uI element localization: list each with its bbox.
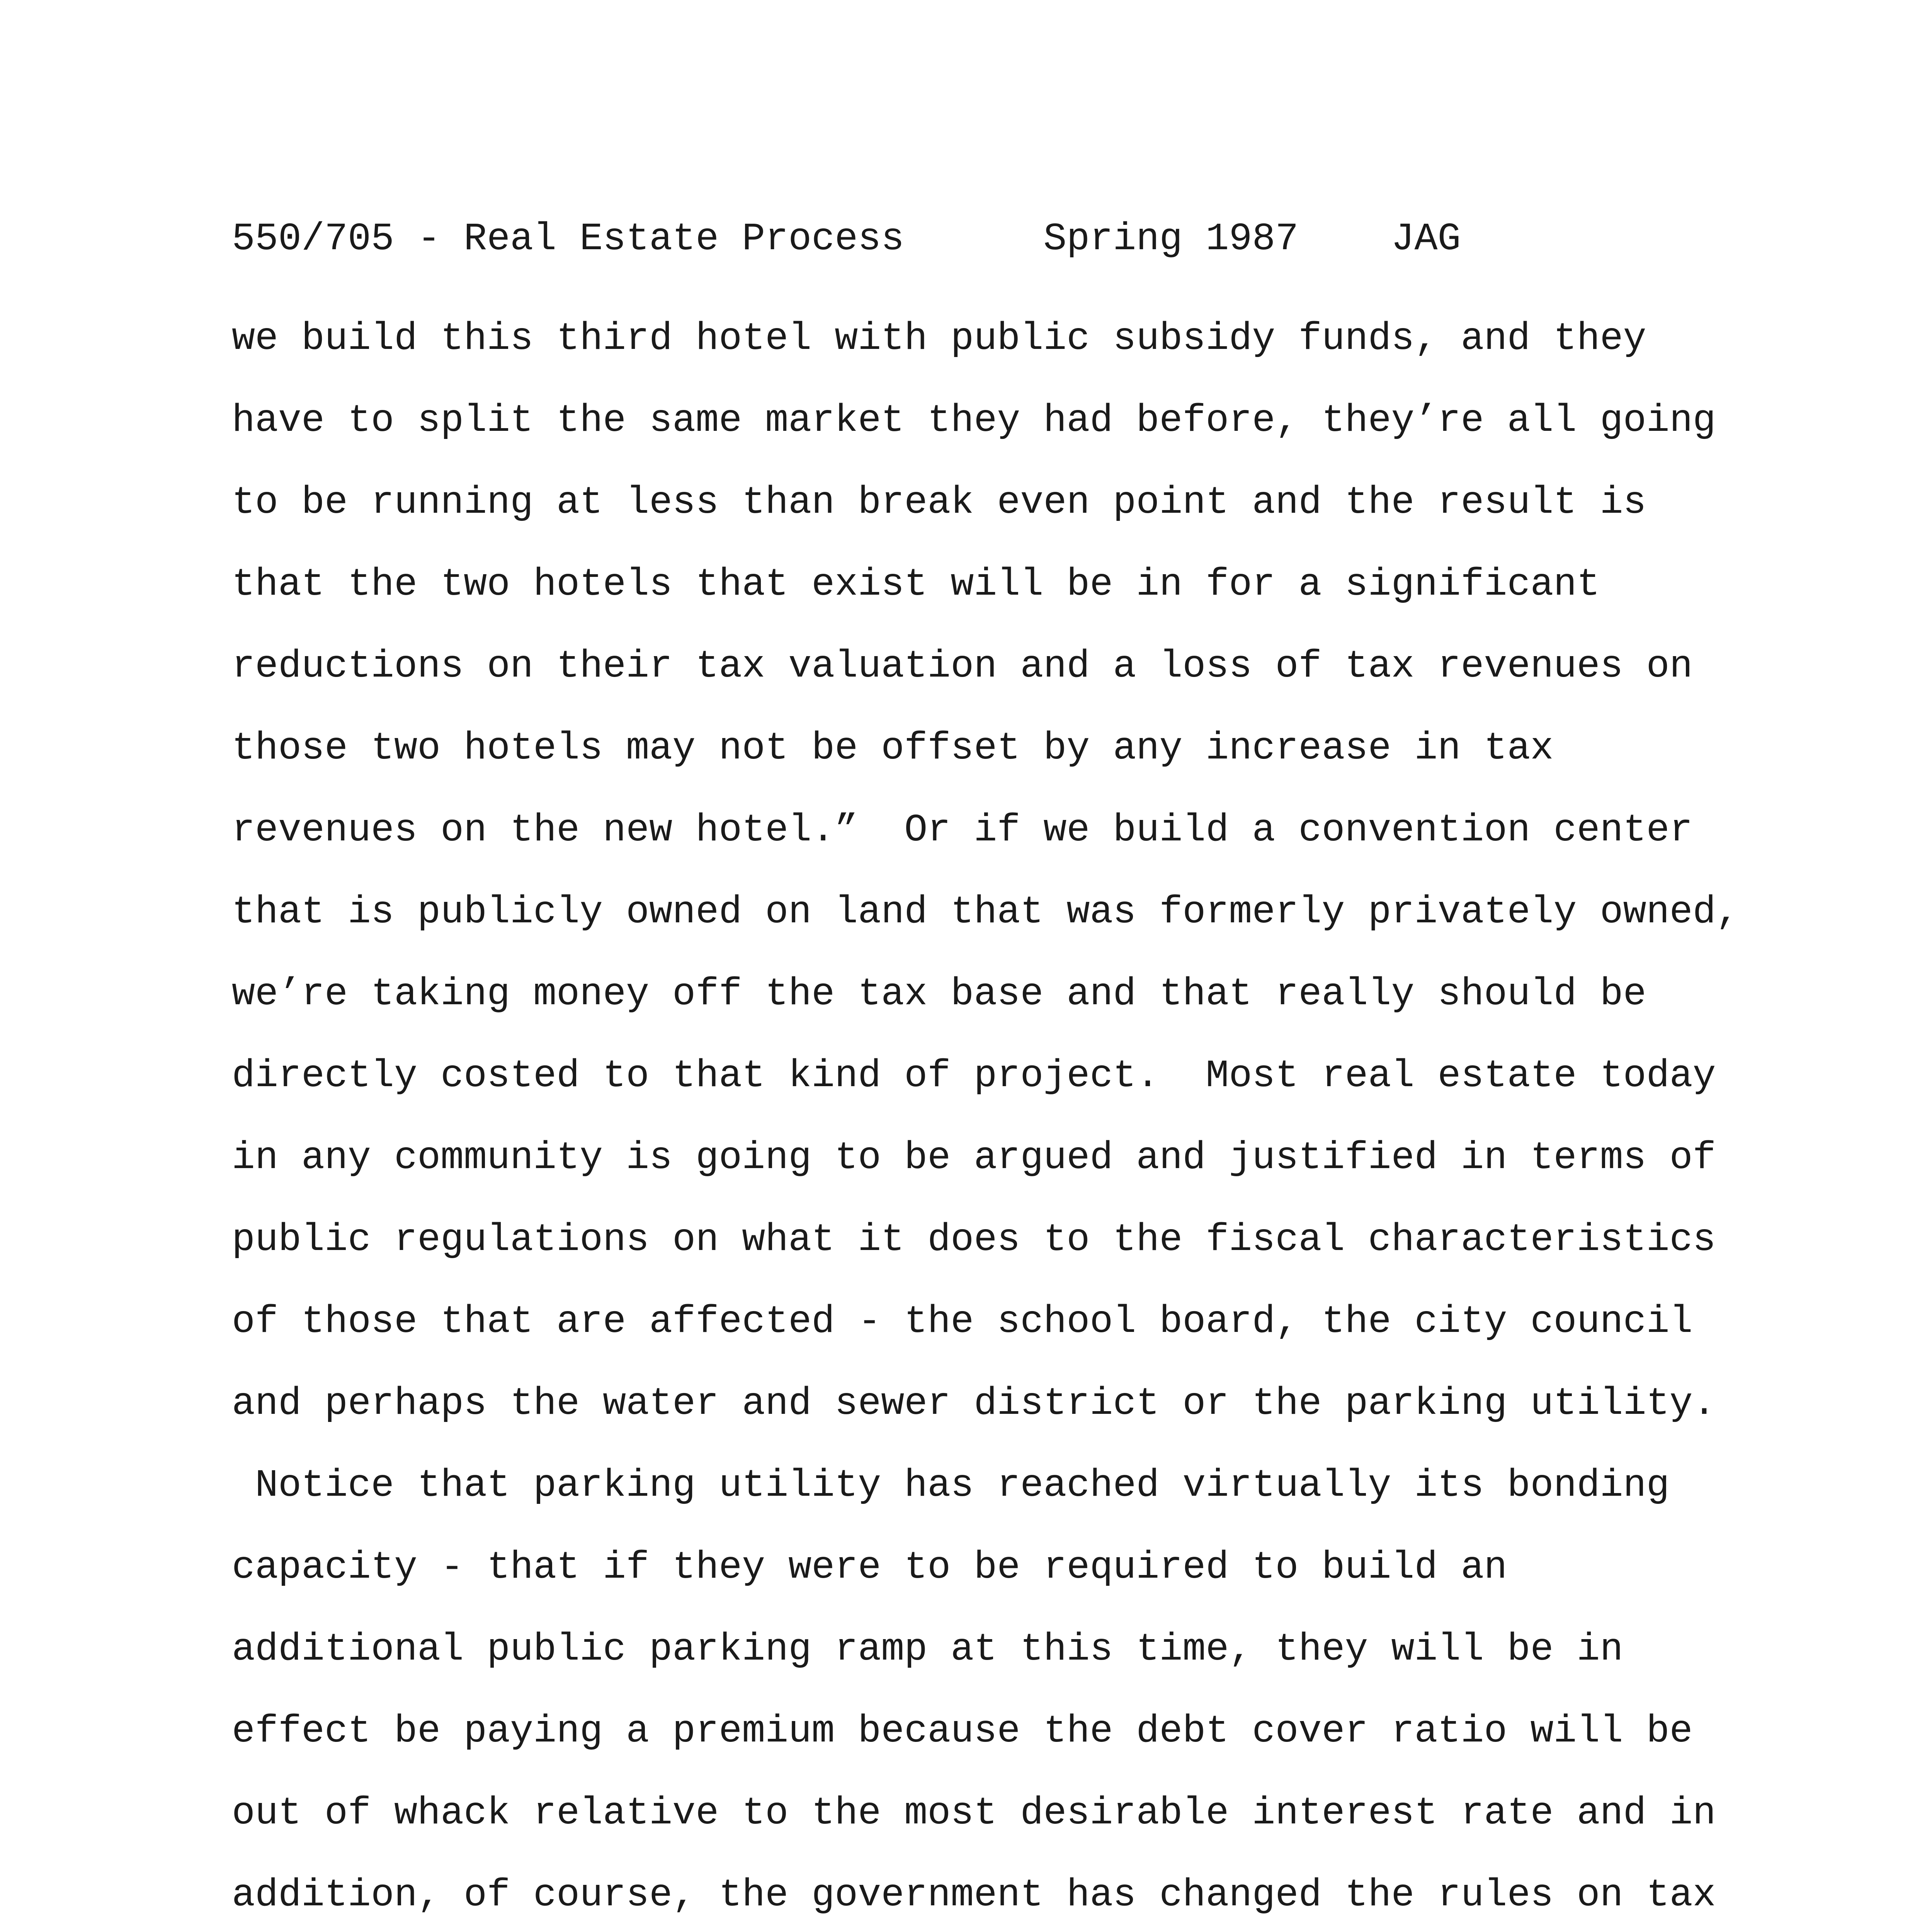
text-line: Notice that parking utility has reached virtually its bonding [232,1464,1670,1508]
text-line: and perhaps the water and sewer district or the parking utility. [232,1382,1716,1426]
text-line: additional public parking ramp at this time, they will be in [232,1628,1623,1672]
text-line: revenues on the new hotel.” Or if we build a convention center [232,809,1693,852]
text-line: we’re taking money off the tax base and that really should be [232,973,1646,1016]
text-line: in any community is going to be argued and justified in terms of [232,1136,1716,1180]
text-line: we build this third hotel with public subsidy funds, and they [232,317,1646,361]
text-line: that the two hotels that exist will be in for a significant [232,563,1600,607]
header-initials: JAG [1391,218,1461,261]
text-line: out of whack relative to the most desirable interest rate and in [232,1792,1716,1835]
text-line: reductions on their tax valuation and a loss of tax revenues on [232,645,1693,689]
text-line: to be running at less than break even point and the result is [232,481,1646,525]
text-line: have to split the same market they had before, they’re all going [232,399,1716,443]
text-line: public regulations on what it does to the fiscal characteristics [232,1218,1716,1262]
text-line: effect be paying a premium because the debt cover ratio will be [232,1710,1693,1753]
text-line: directly costed to that kind of project. Most real estate today [232,1054,1716,1098]
body-text [232,298,1816,1932]
header-term: Spring 1987 [1043,218,1299,261]
header-course: 550/705 - Real Estate Process [232,218,905,261]
text-line: that is publicly owned on land that was formerly privately owned, [232,891,1739,934]
text-line: those two hotels may not be offset by any increase in tax [232,727,1554,770]
text-line: addition, of course, the government has changed the rules on tax [232,1874,1716,1917]
text-line: capacity - that if they were to be required to build an [232,1546,1507,1590]
text-line: of those that are affected - the school board, the city council [232,1300,1693,1344]
running-header [232,216,1461,263]
